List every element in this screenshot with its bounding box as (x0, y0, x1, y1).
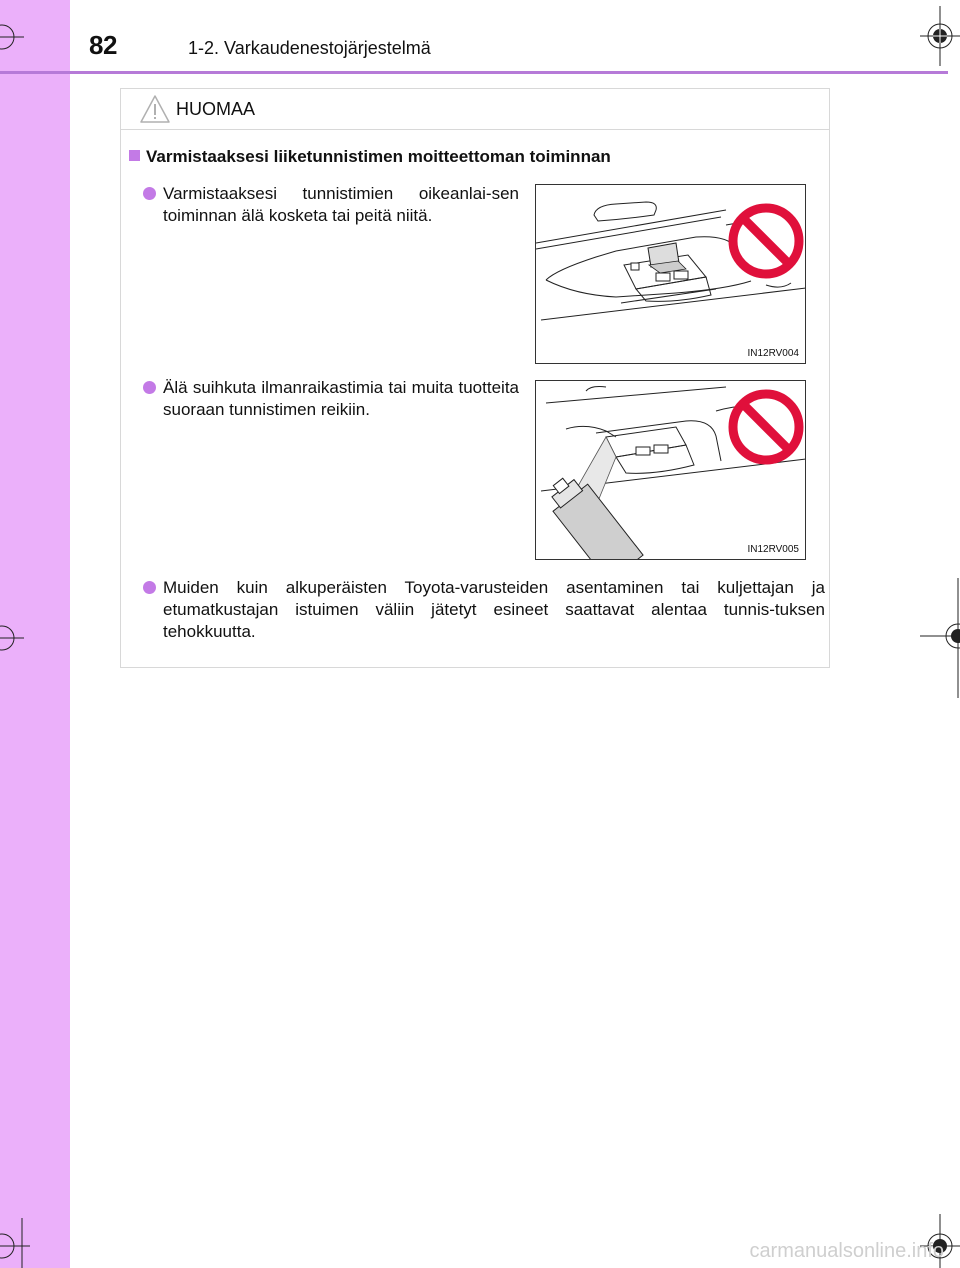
spray-can-illustration (536, 381, 806, 560)
bullet-dot-icon (143, 581, 156, 594)
notice-item-3 (163, 577, 825, 643)
figure-sensor-touch (535, 184, 806, 364)
registration-mark-top-right (920, 6, 960, 66)
warning-triangle-icon (139, 93, 171, 125)
registration-mark-top-left (0, 8, 24, 66)
notice-item-text: Varmistaaksesi tunnistimien oikeanlai-sen toiminnan älä kosketa tai peitä niitä. (163, 184, 519, 225)
page-number: 82 (89, 30, 117, 60)
notice-item-2 (163, 377, 519, 421)
section-title: 1-2. Varkaudenestojärjestelmä (188, 38, 431, 58)
notice-box (120, 88, 830, 668)
notice-item-text: Muiden kuin alkuperäisten Toyota-varusteiden asentaminen tai kuljettajan ja etumatkustajan istuimen väliin jätetyt esineet saattavat alentaa tunnis-tuksen tehokkuutta. (163, 578, 825, 641)
notice-item-1 (163, 183, 519, 227)
notice-label: HUOMAA (176, 99, 256, 119)
figure-code: IN12RV005 (747, 544, 799, 555)
notice-subheading (129, 147, 611, 167)
header-rule (0, 71, 948, 74)
registration-mark-mid-right (920, 578, 960, 698)
bullet-dot-icon (143, 187, 156, 200)
footer-site-watermark: carmanualsonline.info (749, 1240, 944, 1262)
overhead-console-illustration (536, 185, 806, 364)
figure-code: IN12RV004 (747, 348, 799, 359)
square-bullet-icon (129, 150, 140, 161)
subheading-text: Varmistaaksesi liiketunnistimen moitteettoman toiminnan (146, 147, 611, 166)
bullet-dot-icon (143, 381, 156, 394)
notice-item-text: Älä suihkuta ilmanraikastimia tai muita tuotteita suoraan tunnistimen reikiin. (163, 378, 519, 419)
registration-mark-bottom-left (0, 1218, 30, 1268)
notice-header (121, 89, 829, 130)
registration-mark-mid-left (0, 608, 24, 668)
figure-sensor-spray (535, 380, 806, 560)
